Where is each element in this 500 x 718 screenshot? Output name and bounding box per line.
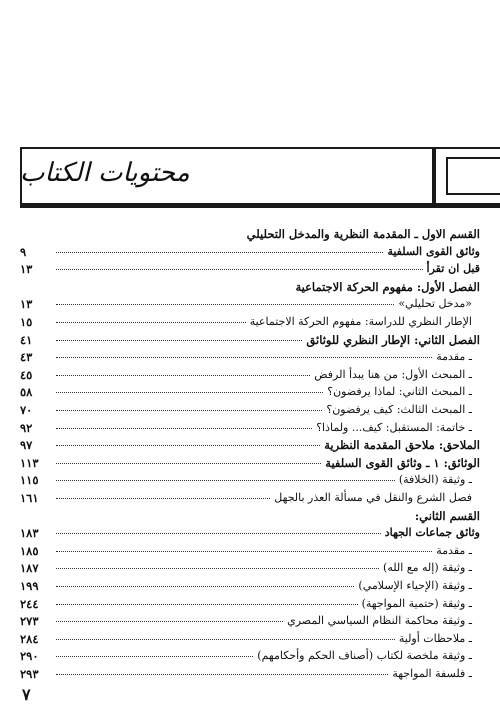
toc-row bbox=[20, 314, 480, 330]
toc-row bbox=[20, 613, 480, 629]
toc-leader-dots bbox=[56, 409, 322, 411]
header-ornament-inner bbox=[446, 157, 500, 195]
toc-entry-title: القسم الاول ـ المقدمة النظرية والمدخل التحليلي bbox=[246, 227, 480, 241]
toc-leader-dots bbox=[56, 356, 432, 358]
toc-page-number: ١٨٧ bbox=[20, 561, 39, 576]
toc-entry-title: ـ ملاحظات أولية bbox=[398, 631, 472, 645]
toc-entry-title: ـ وثيقة (إله مع الله) bbox=[383, 561, 472, 575]
toc-row bbox=[20, 261, 480, 277]
toc-entry-title: ـ وثيقة (الخلافة) bbox=[398, 473, 472, 487]
toc-row bbox=[20, 578, 480, 594]
toc-row bbox=[20, 296, 480, 312]
page-title: محتويات الكتاب bbox=[20, 158, 190, 188]
toc-row bbox=[20, 420, 480, 436]
toc-entry-title: القسم الثاني: bbox=[414, 508, 480, 523]
toc-page-number: ١٣ bbox=[20, 297, 33, 312]
toc-page-number: ٢٩٣ bbox=[20, 667, 39, 681]
toc-entry-title: ـ المبحث الثالث: كيف يرفضون؟ bbox=[326, 403, 472, 416]
toc-entry-title: «مدخل تحليلي» bbox=[398, 297, 472, 311]
toc-row bbox=[20, 244, 480, 260]
toc-page-number: ٧٠ bbox=[20, 403, 33, 417]
toc-entry-title: ـ وثيقة (حتمية المواجهة) bbox=[361, 596, 472, 610]
toc-entry-title: ـ مقدمة bbox=[436, 350, 472, 364]
toc-row bbox=[20, 648, 480, 664]
toc-entry-title: الفصل الأول: مفهوم الحركة الاجتماعية bbox=[295, 279, 480, 294]
header-divider bbox=[20, 205, 500, 208]
toc-leader-dots bbox=[56, 585, 354, 587]
toc-row bbox=[20, 384, 480, 400]
toc-row bbox=[20, 402, 480, 418]
toc-row bbox=[20, 226, 480, 242]
toc-entry-title: الفصل الثاني: الإطار النظري للوثائق bbox=[306, 332, 480, 347]
toc-page-number: ٩ bbox=[20, 244, 27, 259]
toc-row bbox=[20, 596, 480, 612]
toc-leader-dots bbox=[56, 427, 312, 429]
toc-page-number: ٩٧ bbox=[20, 438, 33, 453]
toc-row bbox=[20, 631, 480, 647]
toc-leader-dots bbox=[56, 339, 302, 341]
toc-leader-dots bbox=[56, 655, 253, 657]
toc-page-number: ١٣ bbox=[20, 262, 33, 277]
toc-leader-dots bbox=[56, 567, 379, 569]
toc-page-number: ٤٥ bbox=[20, 367, 33, 382]
toc-leader-dots bbox=[56, 673, 388, 675]
toc-entry-title: قبل ان تقرأ bbox=[426, 262, 480, 276]
toc-entry-title: الملاحق: ملاحق المقدمة النظرية bbox=[324, 438, 480, 453]
toc-row bbox=[20, 508, 480, 524]
toc-page-number: ١٨٥ bbox=[20, 543, 39, 558]
toc-page-number: ٢٧٣ bbox=[20, 614, 39, 629]
toc-entry-title: ـ مقدمة bbox=[436, 543, 472, 557]
toc-page-number: ١١٣ bbox=[20, 455, 39, 470]
toc-leader-dots bbox=[56, 391, 323, 393]
toc-page-number: ١٥ bbox=[20, 315, 33, 329]
toc-leader-dots bbox=[56, 497, 270, 499]
toc-row bbox=[20, 525, 480, 541]
toc-leader-dots bbox=[56, 374, 310, 376]
toc-row bbox=[20, 560, 480, 576]
header-ornament-frame bbox=[434, 147, 500, 205]
toc-leader-dots bbox=[56, 532, 381, 534]
toc-leader-dots bbox=[56, 444, 320, 446]
toc-entry-title: ـ فلسفة المواجهة bbox=[392, 667, 472, 680]
toc-leader-dots bbox=[56, 321, 246, 323]
toc-page-number: ٤٣ bbox=[20, 350, 33, 365]
toc-page-number: ٩٢ bbox=[20, 420, 33, 435]
toc-row bbox=[20, 332, 480, 348]
toc-page-number: ٢٨٤ bbox=[20, 631, 39, 646]
toc-row bbox=[20, 367, 480, 383]
toc-leader-dots bbox=[56, 303, 394, 305]
toc-page-number: ١٦١ bbox=[20, 491, 39, 505]
toc-entry-title: الوثائق: ١ ـ وثائق القوى السلفية bbox=[325, 455, 480, 470]
toc-leader-dots bbox=[56, 620, 283, 622]
toc-entry-title: وثائق جماعات الجهاد bbox=[384, 526, 480, 540]
toc-leader-dots bbox=[56, 462, 321, 464]
toc-entry-title: ـ وثيقة ملخصة لكتاب (أصناف الحكم وأحكامهم) bbox=[257, 649, 472, 663]
toc-entry-title: الإطار النظري للدراسة: مفهوم الحركة الاجتماعية bbox=[249, 315, 472, 328]
toc-entry-title: وثائق القوى السلفية bbox=[387, 244, 480, 258]
toc-row bbox=[20, 437, 480, 453]
toc-entry-title: ـ المبحث الأول: من هنا يبدأ الرفض bbox=[314, 367, 472, 381]
toc-row bbox=[20, 490, 480, 506]
toc-page-number: ٤١ bbox=[20, 332, 33, 347]
toc-row bbox=[20, 666, 480, 682]
page-number: ٧ bbox=[22, 685, 31, 704]
toc-page-number: ١٩٩ bbox=[20, 579, 39, 593]
toc-page-number: ٥٨ bbox=[20, 385, 33, 400]
toc-row bbox=[20, 543, 480, 559]
toc-page-number: ٢٩٠ bbox=[20, 649, 39, 664]
toc-row bbox=[20, 472, 480, 488]
toc-leader-dots bbox=[56, 251, 383, 253]
toc-entry-title: ـ وثيقة (الإحياء الإسلامي) bbox=[358, 579, 472, 592]
toc-entry-title: ـ خاتمة: المستقبل: كيف... ولماذا؟ bbox=[316, 420, 472, 434]
toc-entry-title: ـ وثيقة محاكمة النظام السياسي المصري bbox=[287, 614, 472, 628]
toc-page-number: ١١٥ bbox=[20, 473, 39, 488]
toc-leader-dots bbox=[56, 550, 432, 552]
toc-row bbox=[20, 349, 480, 365]
toc-leader-dots bbox=[56, 268, 423, 270]
toc-row bbox=[20, 279, 480, 295]
toc-entry-title: فصل الشرع والنقل في مسألة العذر بالجهل bbox=[274, 491, 472, 504]
toc-leader-dots bbox=[56, 603, 358, 605]
toc-page-number: ٢٤٤ bbox=[20, 596, 39, 611]
toc-entry-title: ـ المبحث الثاني: لماذا يرفضون؟ bbox=[327, 385, 472, 399]
toc-page-number: ١٨٣ bbox=[20, 526, 39, 541]
toc-row bbox=[20, 455, 480, 471]
toc-leader-dots bbox=[56, 479, 395, 481]
toc-leader-dots bbox=[56, 638, 395, 640]
